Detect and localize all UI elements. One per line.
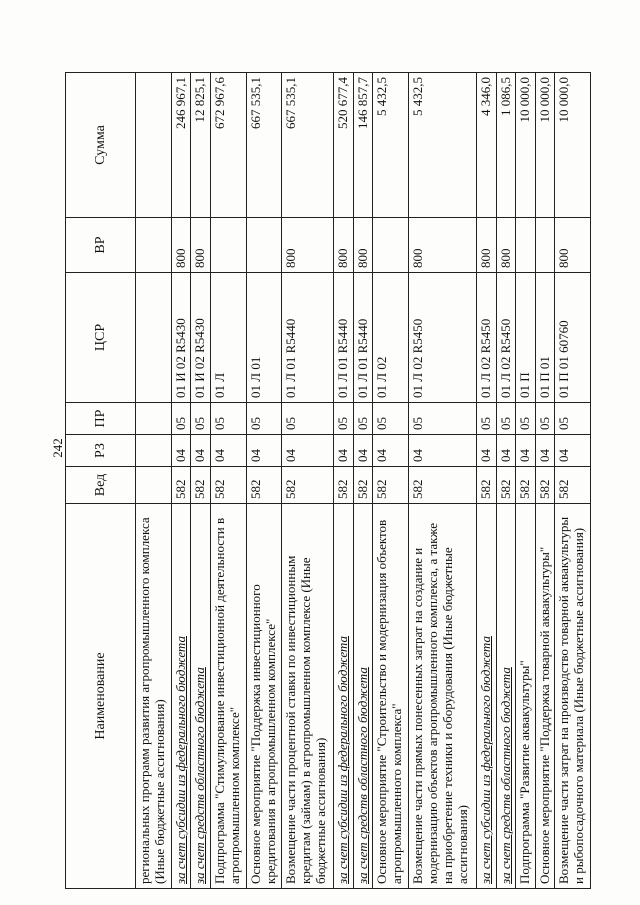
cell-name: Основное мероприятие "Поддержка товарной аквакультуры": [535, 504, 555, 889]
cell-rz: 04: [334, 435, 354, 467]
cell-sum: 12 825,1: [191, 73, 211, 218]
cell-vr: 800: [334, 218, 354, 273]
cell-ved: 582: [516, 467, 536, 504]
cell-rz: 04: [409, 435, 477, 467]
cell-vr: [246, 218, 282, 273]
cell-pr: 05: [334, 403, 354, 435]
header-name: Наименование: [66, 504, 136, 889]
table-row: [496, 73, 516, 889]
cell-sum: 5 432,5: [409, 73, 477, 218]
budget-table-container: [65, 73, 591, 889]
table-row: [516, 73, 536, 889]
cell-csr: 01 Л 01 R5440: [282, 273, 334, 403]
cell-rz: 04: [535, 435, 555, 467]
cell-vr: [535, 218, 555, 273]
cell-ved: 582: [334, 467, 354, 504]
cell-sum: 5 432,5: [373, 73, 409, 218]
cell-sum: 667 535,1: [282, 73, 334, 218]
cell-csr: 01 Л 02 R5450: [496, 273, 516, 403]
cell-name: за счет средств областного бюджета: [353, 504, 373, 889]
table-row: [477, 73, 497, 889]
cell-rz: 04: [555, 435, 591, 467]
cell-name: за счет субсидии из федерального бюджета: [477, 504, 497, 889]
table-row: [353, 73, 373, 889]
cell-rz: 04: [191, 435, 211, 467]
cell-ved: 582: [171, 467, 191, 504]
cell-rz: 04: [282, 435, 334, 467]
cell-name: за счет средств областного бюджета: [191, 504, 211, 889]
cell-rz: 04: [246, 435, 282, 467]
cell-name: Основное мероприятие "Поддержка инвестиционного кредитования в агропромышленном комплексе": [246, 504, 282, 889]
table-row: [334, 73, 354, 889]
cell-vr: [136, 218, 172, 273]
cell-csr: 01 П 01 60760: [555, 273, 591, 403]
cell-sum: 10 000,0: [535, 73, 555, 218]
cell-csr: 01 Л: [210, 273, 246, 403]
cell-ved: 582: [555, 467, 591, 504]
cell-vr: 800: [555, 218, 591, 273]
cell-sum: 672 967,6: [210, 73, 246, 218]
cell-ved: [136, 467, 172, 504]
cell-pr: 05: [282, 403, 334, 435]
cell-rz: 04: [210, 435, 246, 467]
cell-ved: 582: [373, 467, 409, 504]
cell-ved: 582: [477, 467, 497, 504]
cell-csr: 01 Л 01: [246, 273, 282, 403]
cell-name: Возмещение части прямых понесенных затрат на создание и модернизацию объектов агропромышленного комплекса, а также на приобретение техники и оборудования (Иные бюджетные ассигнования): [409, 504, 477, 889]
page-number: 242: [50, 438, 65, 458]
table-row: [210, 73, 246, 889]
cell-ved: 582: [191, 467, 211, 504]
cell-sum: 246 967,1: [171, 73, 191, 218]
cell-name: Подпрограмма "Стимулирование инвестиционной деятельности в агропромышленном комплексе": [210, 504, 246, 889]
table-body: [136, 73, 591, 889]
cell-csr: 01 Л 02 R5450: [477, 273, 497, 403]
table-header-row: [66, 73, 136, 889]
header-sum: Сумма: [66, 73, 136, 218]
header-rz: РЗ: [66, 435, 136, 467]
cell-csr: 01 П 01: [535, 273, 555, 403]
cell-vr: [516, 218, 536, 273]
cell-rz: 04: [496, 435, 516, 467]
cell-pr: 05: [373, 403, 409, 435]
cell-pr: 05: [353, 403, 373, 435]
cell-csr: 01 Л 01 R5440: [353, 273, 373, 403]
cell-pr: 05: [191, 403, 211, 435]
cell-csr: 01 П: [516, 273, 536, 403]
cell-csr: 01 Л 02 R5450: [409, 273, 477, 403]
table-row: [373, 73, 409, 889]
cell-vr: 800: [477, 218, 497, 273]
cell-vr: [210, 218, 246, 273]
cell-name: за счет субсидии из федерального бюджета: [334, 504, 354, 889]
cell-ved: 582: [409, 467, 477, 504]
cell-pr: 05: [535, 403, 555, 435]
cell-rz: [136, 435, 172, 467]
table-row: [136, 73, 172, 889]
table-row: [191, 73, 211, 889]
cell-rz: 04: [171, 435, 191, 467]
cell-csr: 01 Л 02: [373, 273, 409, 403]
table-row: [409, 73, 477, 889]
cell-pr: 05: [210, 403, 246, 435]
table-row: [282, 73, 334, 889]
cell-csr: 01 И 02 R5430: [171, 273, 191, 403]
cell-pr: 05: [516, 403, 536, 435]
cell-vr: [373, 218, 409, 273]
header-pr: ПР: [66, 403, 136, 435]
cell-csr: [136, 273, 172, 403]
cell-pr: [136, 403, 172, 435]
cell-pr: 05: [171, 403, 191, 435]
cell-vr: 800: [496, 218, 516, 273]
cell-csr: 01 Л 01 R5440: [334, 273, 354, 403]
cell-vr: 800: [171, 218, 191, 273]
cell-rz: 04: [353, 435, 373, 467]
cell-name: Возмещение части затрат на производство товарной аквакультуры и рыбопосадочного материала (Иные бюджетные ассигнования): [555, 504, 591, 889]
cell-ved: 582: [353, 467, 373, 504]
cell-name: за счет средств областного бюджета: [496, 504, 516, 889]
header-csr: ЦСР: [66, 273, 136, 403]
cell-ved: 582: [535, 467, 555, 504]
cell-pr: 05: [477, 403, 497, 435]
cell-ved: 582: [282, 467, 334, 504]
budget-table: [65, 72, 591, 889]
cell-ved: 582: [246, 467, 282, 504]
table-row: [535, 73, 555, 889]
cell-pr: 05: [555, 403, 591, 435]
cell-sum: [136, 73, 172, 218]
cell-rz: 04: [373, 435, 409, 467]
cell-name: Основное мероприятие "Строительство и модернизация объектов агропромышленного комплекса": [373, 504, 409, 889]
table-row: [246, 73, 282, 889]
cell-name: региональных программ развития агропромышленного комплекса (Иные бюджетные ассигнования): [136, 504, 172, 889]
cell-csr: 01 И 02 R5430: [191, 273, 211, 403]
header-ved: Вед: [66, 467, 136, 504]
cell-vr: 800: [409, 218, 477, 273]
cell-name: Возмещение части процентной ставки по инвестиционным кредитам (займам) в агропромышленном комплексе (Иные бюджетные ассигнования): [282, 504, 334, 889]
cell-rz: 04: [477, 435, 497, 467]
cell-vr: 800: [191, 218, 211, 273]
cell-sum: 520 677,4: [334, 73, 354, 218]
cell-ved: 582: [210, 467, 246, 504]
cell-sum: 10 000,0: [555, 73, 591, 218]
cell-sum: 667 535,1: [246, 73, 282, 218]
table-row: [171, 73, 191, 889]
cell-rz: 04: [516, 435, 536, 467]
cell-name: за счет субсидии из федерального бюджета: [171, 504, 191, 889]
cell-pr: 05: [409, 403, 477, 435]
cell-vr: 800: [282, 218, 334, 273]
header-vr: ВР: [66, 218, 136, 273]
cell-ved: 582: [496, 467, 516, 504]
table-row: [555, 73, 591, 889]
cell-name: Подпрограмма "Развитие аквакультуры": [516, 504, 536, 889]
cell-sum: 1 086,5: [496, 73, 516, 218]
cell-sum: 4 346,0: [477, 73, 497, 218]
cell-pr: 05: [496, 403, 516, 435]
cell-vr: 800: [353, 218, 373, 273]
cell-sum: 10 000,0: [516, 73, 536, 218]
cell-pr: 05: [246, 403, 282, 435]
cell-sum: 146 857,7: [353, 73, 373, 218]
